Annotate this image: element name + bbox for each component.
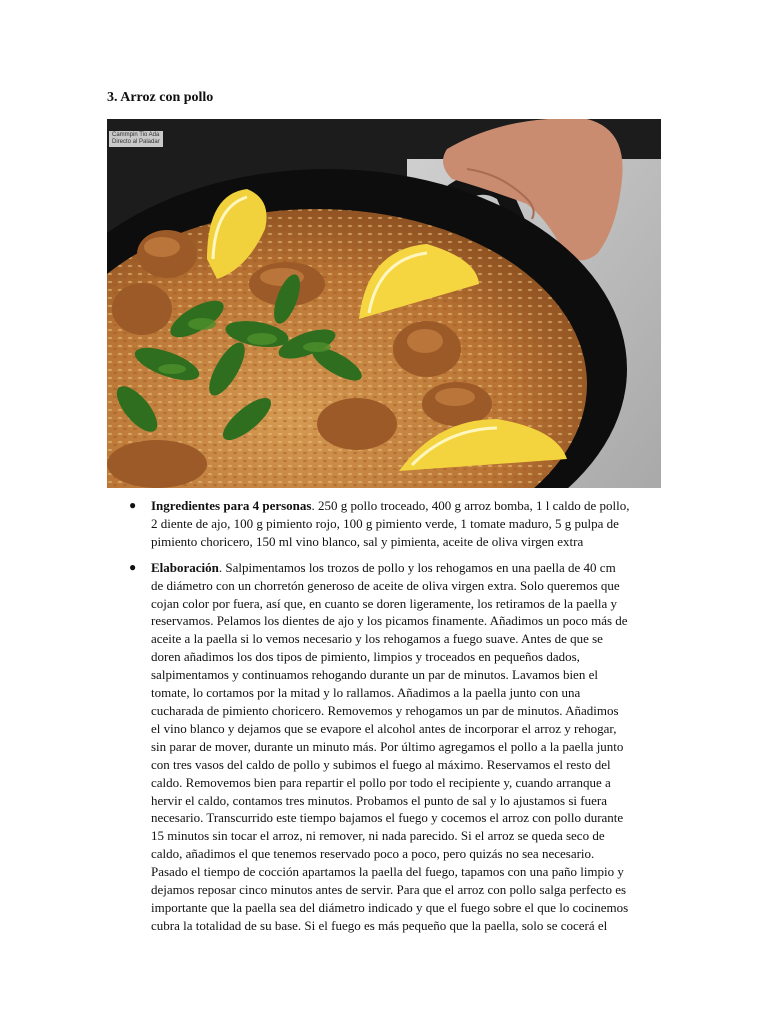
text-line: reservamos. Pelamos los dientes de ajo y los picamos finamente. Añadimos un poco más de [151, 613, 628, 629]
text-line: caldo. Removemos bien para repartir el pollo por todo el recipiente y, cuando arranque a [151, 774, 611, 790]
text-line: 15 minutos sin tocar el arroz, ni remover, ni nada parecido. Si el arroz se queda seco de [151, 828, 605, 844]
text-line: Pasado el tiempo de cocción apartamos la paella del fuego, tapamos con una paño limpio y [151, 864, 624, 880]
text-line: aceite a la paella si lo vemos necesario y los rehogamos a fuego suave. Antes de que se [151, 631, 603, 647]
section-heading: 3. Arroz con pollo [107, 90, 214, 105]
elaboration-item [129, 559, 663, 935]
text-line: sin parar de mover, durante un minuto más. Por último agregamos el pollo a la paella junto [151, 738, 624, 754]
recipe-list [129, 497, 663, 943]
ingredients-label: Ingredientes para 4 personas [151, 498, 312, 513]
photo-watermark [109, 131, 163, 147]
text-line: tomate, lo cortamos por la mitad y lo rallamos. Añadimos a la paella junto con una [151, 685, 581, 701]
text-line: el vino blanco y dejamos que se evapore el alcohol antes de incorporar el arroz y rehogar, [151, 720, 617, 736]
text-line: Elaboración. Salpimentamos los trozos de pollo y los rehogamos en una paella de 40 cm [151, 559, 616, 575]
bullet-icon: ● [129, 559, 137, 574]
text-line: hervir el caldo, contamos tres minutos. Probamos el punto de sal y lo ajustamos si fuera [151, 792, 607, 808]
bullet-icon: ● [129, 498, 137, 512]
text-line: cojan color por fuera, así que, en cuanto se doren ligeramente, los retiramos de la paella y [151, 595, 618, 611]
text-line: importante que la paella sea del diámetro indicado y que el fuego sobre el que lo cocinemos [151, 899, 629, 915]
text-line: 2 diente de ajo, 100 g pimiento rojo, 100 g pimiento verde, 1 tomate maduro, 5 g pulpa de [151, 515, 619, 531]
text-line: cucharada de pimiento choricero. Removemos y rehogamos un par de minutos. Añadimos [151, 702, 619, 718]
text-line: con tres vasos del caldo de pollo y subimos el fuego al máximo. Reservamos el resto del [151, 756, 611, 772]
watermark-line: Cammpin Tio Ada [112, 132, 160, 138]
text-line: caldo, añadimos el que tenemos reservado poco a poco, pero quizás no sea necesario. [151, 846, 595, 862]
text-line: cubra la totalidad de su base. Si el fuego es más pequeño que la paella, solo se cocerá el [151, 917, 608, 933]
text-line: doren añadimos los dos tipos de pimiento, limpios y troceados en pequeños dados, [151, 649, 580, 665]
elaboration-label: Elaboración [151, 559, 219, 575]
text-line: necesario. Transcurrido este tiempo bajamos el fuego y cocemos el arroz con pollo durante [151, 810, 624, 826]
watermark-line: Directo al Paladar [112, 139, 160, 145]
paella-photo [107, 119, 661, 488]
text-line: Ingredientes para 4 personas. 250 g pollo troceado, 400 g arroz bomba, 1 l caldo de pollo, [151, 498, 630, 513]
ingredients-item [129, 497, 663, 551]
text-line: pimiento choricero, 150 ml vino blanco, sal y pimienta, aceite de oliva virgen extra [151, 533, 584, 549]
paella-illustration [107, 119, 661, 488]
text-line: salpimentamos y continuamos rehogando durante un par de minutos. Lavamos bien el [151, 667, 598, 683]
text-line: dejamos reposar cinco minutos antes de servir. Para que el arroz con pollo salga perfecto es [151, 882, 627, 898]
text-line: de diámetro con un chorretón generoso de aceite de oliva virgen extra. Solo queremos que [151, 577, 620, 593]
